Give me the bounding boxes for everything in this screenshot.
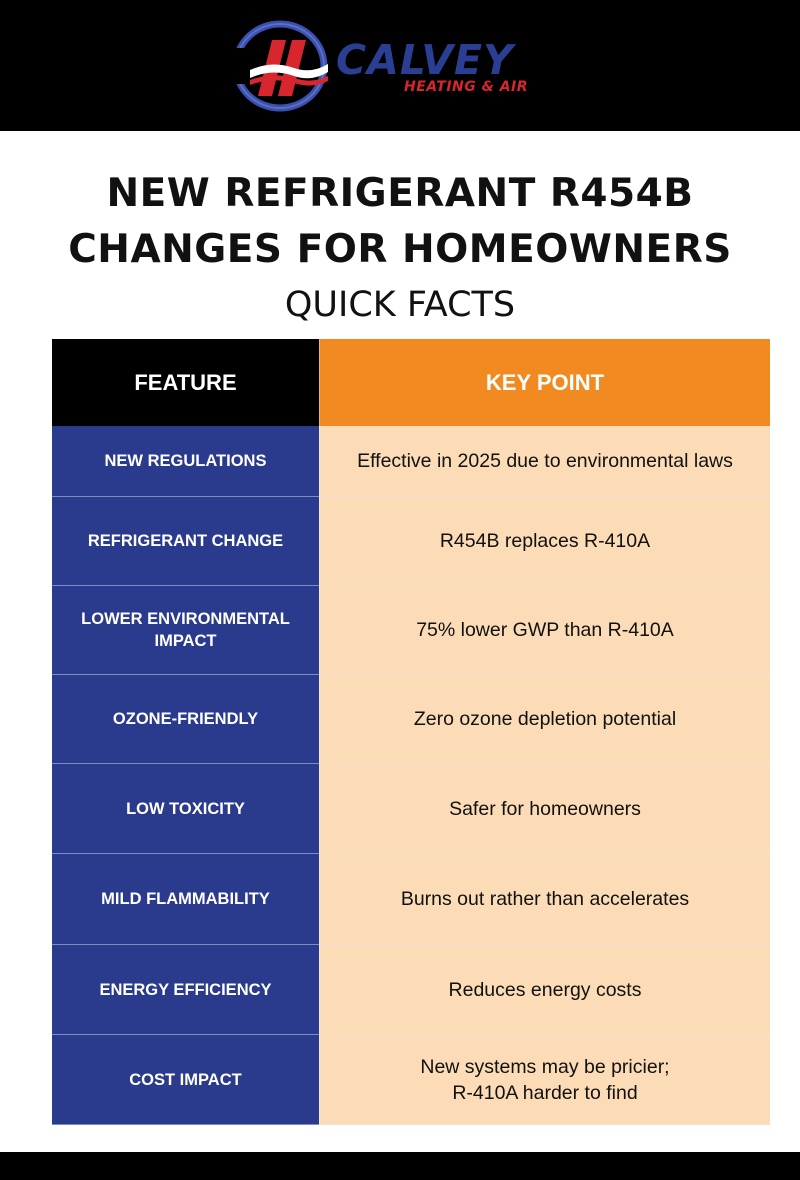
feature-cell: REFRIGERANT CHANGE xyxy=(52,497,319,586)
feature-cell: ENERGY EFFICIENCY xyxy=(52,945,319,1035)
key-point-cell: Safer for homeowners xyxy=(319,764,770,854)
footer-bar xyxy=(0,1152,800,1180)
key-point-cell: Reduces energy costs xyxy=(319,945,770,1035)
table-row xyxy=(52,1035,770,1125)
key-point-cell: R454B replaces R-410A xyxy=(319,497,770,586)
page-subtitle: QUICK FACTS xyxy=(284,285,516,325)
feature-cell: COST IMPACT xyxy=(52,1035,319,1125)
key-point-cell: 75% lower GWP than R-410A xyxy=(319,586,770,675)
table-row xyxy=(52,675,770,764)
header-bar xyxy=(0,0,800,131)
quick-facts-table xyxy=(52,339,770,1125)
feature-cell: MILD FLAMMABILITY xyxy=(52,854,319,945)
table-row xyxy=(52,945,770,1035)
key-point-line-1: New systems may be pricier; xyxy=(420,1055,670,1078)
table-row xyxy=(52,586,770,675)
feature-cell: NEW REGULATIONS xyxy=(52,426,319,497)
key-point-cell: Burns out rather than accelerates xyxy=(319,854,770,945)
logo-wordmark: CALVEY xyxy=(336,36,514,84)
logo-tagline: HEATING & AIR xyxy=(404,79,529,95)
header-feature: FEATURE xyxy=(52,339,319,426)
title-line-1: NEW REFRIGERANT R454B xyxy=(106,171,694,216)
key-point-cell xyxy=(319,1035,770,1125)
title-line-2: CHANGES FOR HOMEOWNERS xyxy=(68,227,732,272)
key-point-cell: Effective in 2025 due to environmental laws xyxy=(319,426,770,497)
logo-emblem-icon xyxy=(232,18,342,114)
table-row xyxy=(52,497,770,586)
feature-cell: OZONE-FRIENDLY xyxy=(52,675,319,764)
page-title xyxy=(0,166,800,330)
table-header-row xyxy=(52,339,770,426)
key-point-line-2: R-410A harder to find xyxy=(452,1081,638,1104)
table-row xyxy=(52,854,770,945)
table-row xyxy=(52,764,770,854)
header-key-point: KEY POINT xyxy=(319,339,770,426)
key-point-cell: Zero ozone depletion potential xyxy=(319,675,770,764)
feature-cell: LOW TOXICITY xyxy=(52,764,319,854)
calvey-logo xyxy=(232,18,572,114)
feature-cell: LOWER ENVIRONMENTAL IMPACT xyxy=(52,586,319,675)
table-row xyxy=(52,426,770,497)
